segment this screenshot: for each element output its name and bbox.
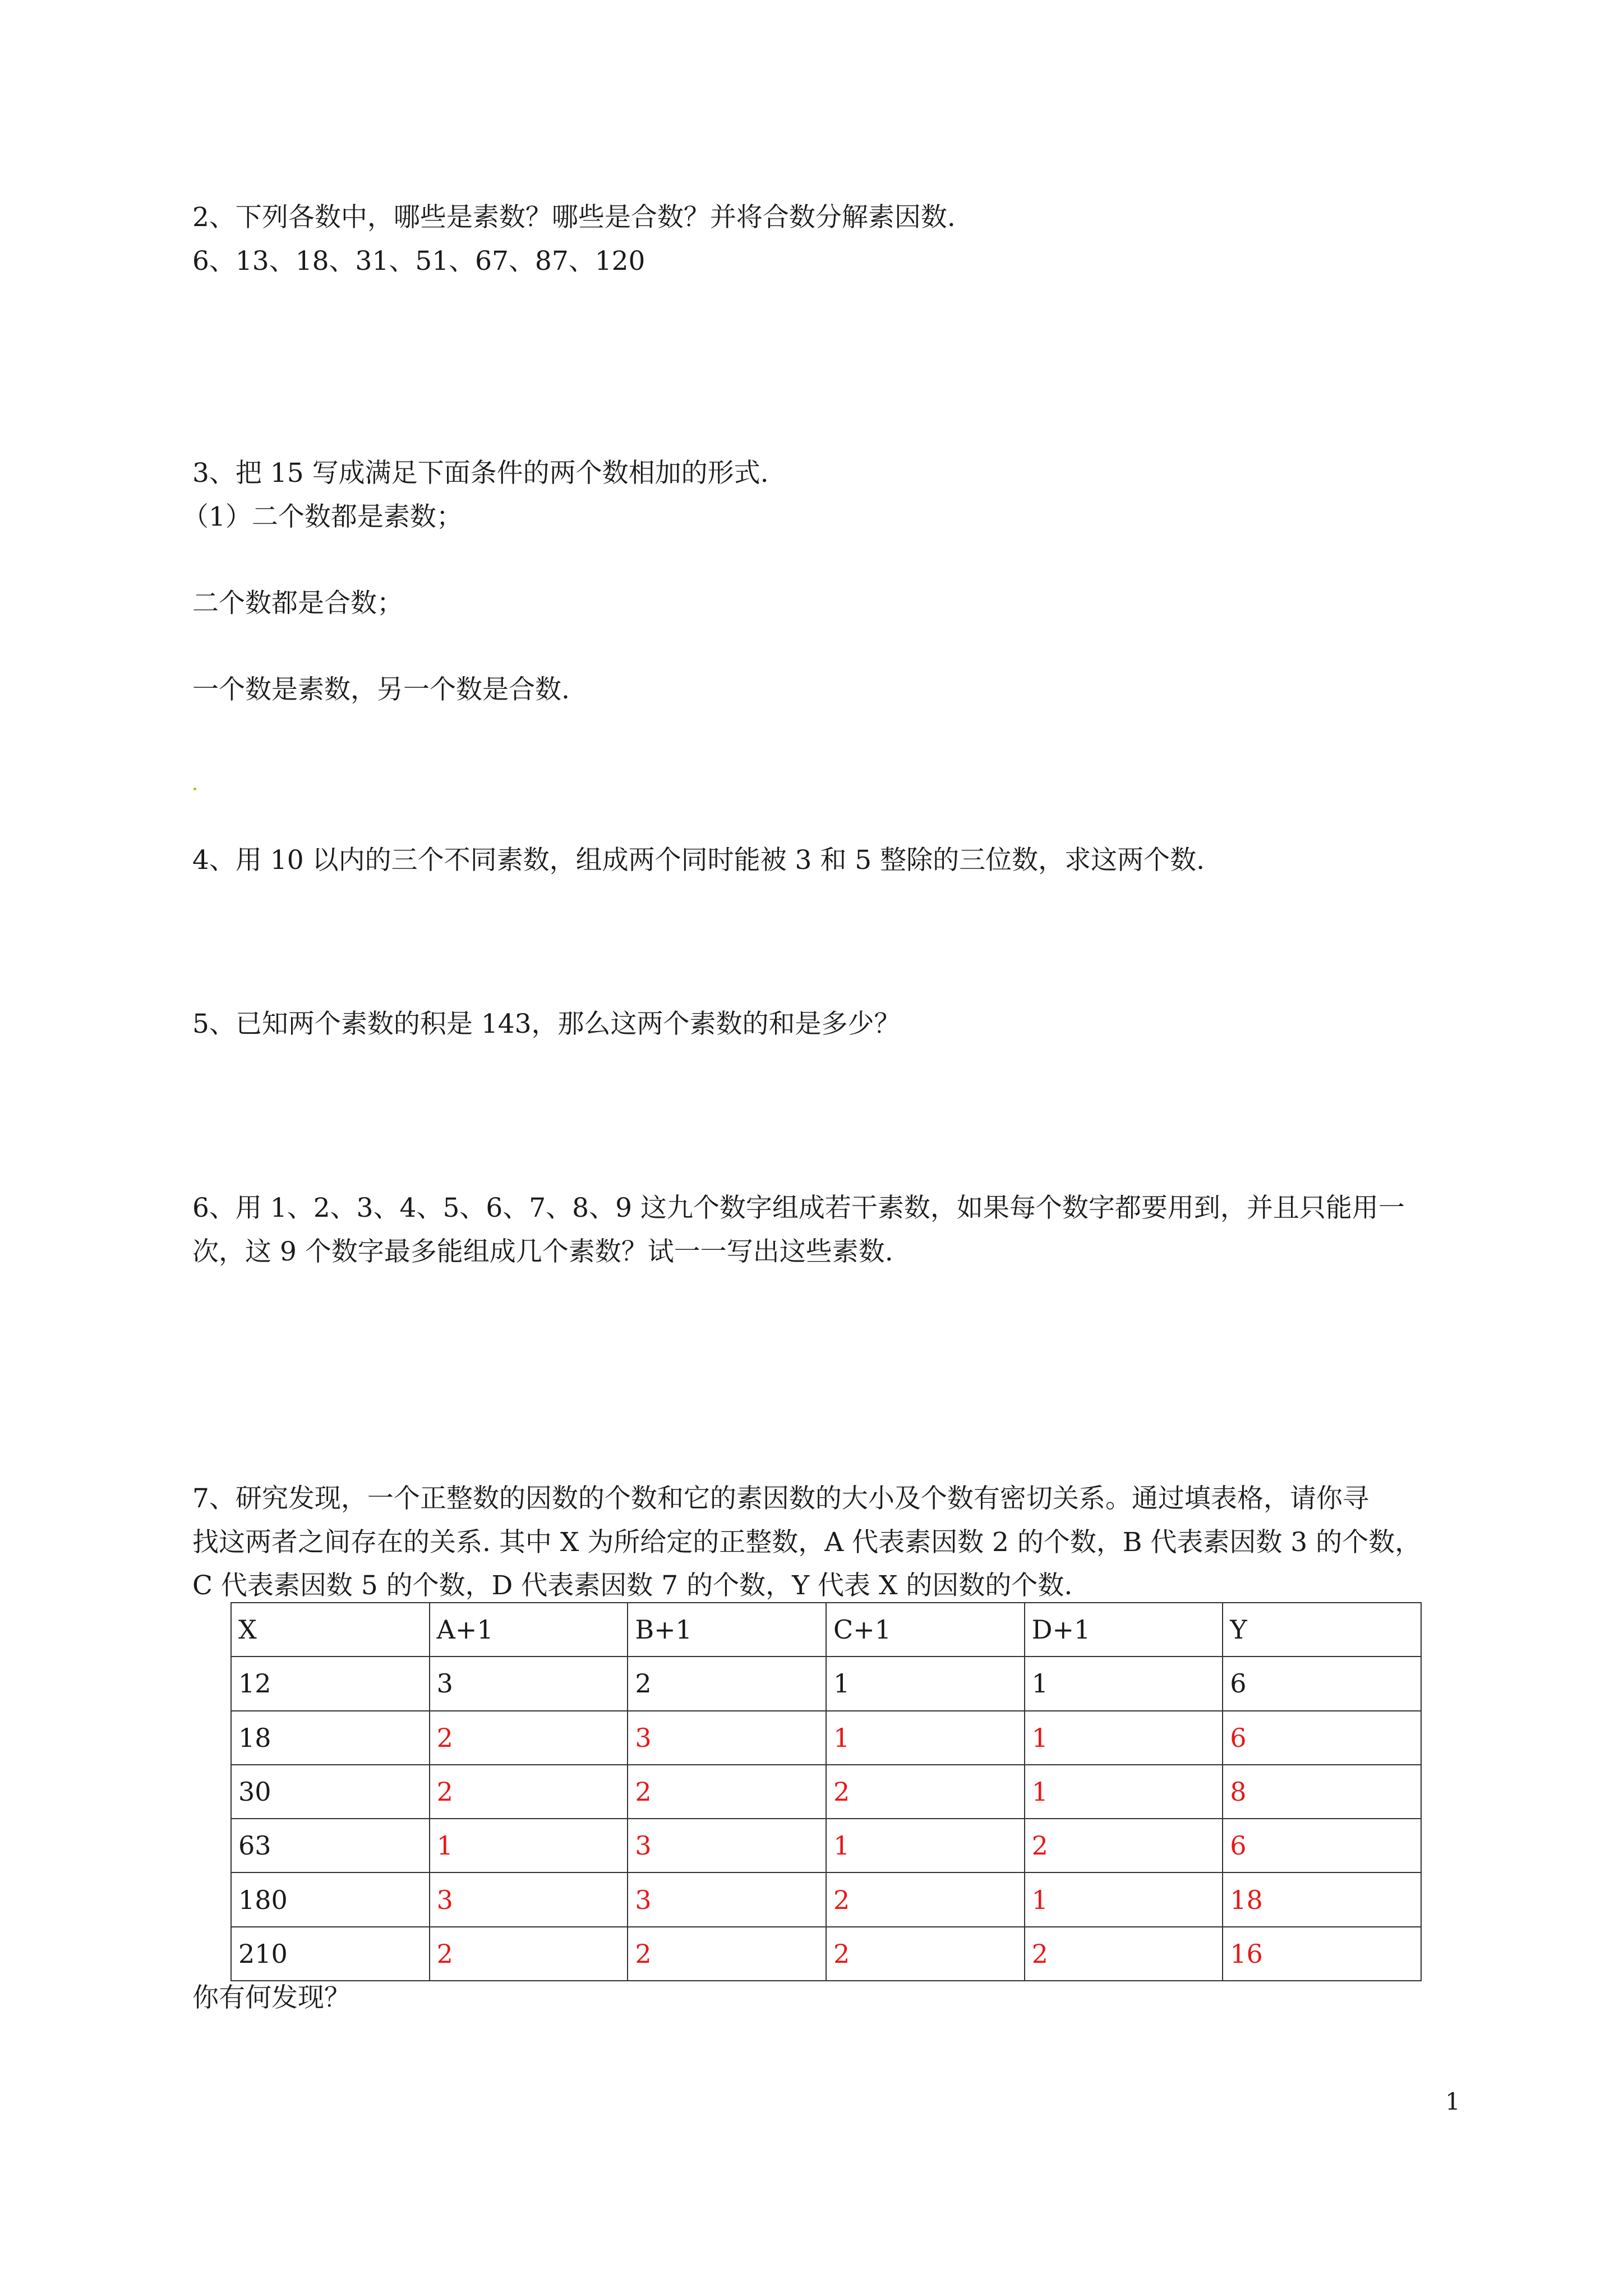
- answer-cell: 1: [826, 1711, 1025, 1765]
- table-cell-x: 30: [231, 1765, 430, 1819]
- table-cell-x: 63: [231, 1819, 430, 1872]
- page-number: 1: [1445, 2088, 1460, 2115]
- answer-cell: 1: [826, 1819, 1025, 1872]
- answer-cell: 2: [826, 1872, 1025, 1926]
- table-row: [231, 1872, 1421, 1926]
- answer-cell: 2: [430, 1711, 628, 1765]
- answer-cell: 3: [628, 1711, 826, 1765]
- answer-cell: 1: [1025, 1765, 1223, 1819]
- q6-line1: 6、用 1、2、3、4、5、6、7、8、9 这九个数字组成若干素数，如果每个数字都要用到，并且只能用一: [192, 1193, 1405, 1223]
- table-cell-x: 12: [231, 1657, 430, 1710]
- answer-cell: 2: [1025, 1819, 1223, 1872]
- q7-prompt: 你有何发现？: [192, 1982, 351, 2013]
- answer-cell: 3: [430, 1872, 628, 1926]
- q7-line3: C 代表素因数 5 的个数，D 代表素因数 7 的个数，Y 代表 X 的因数的个数.: [192, 1570, 1073, 1601]
- q6-line2: 次，这 9 个数字最多能组成几个素数？试一一写出这些素数.: [192, 1236, 893, 1267]
- answer-cell: 16: [1223, 1927, 1421, 1981]
- header-cell: B+1: [628, 1603, 826, 1657]
- table-cell-x: 180: [231, 1872, 430, 1926]
- table-cell: 1: [1025, 1657, 1223, 1710]
- q3-part2: 二个数都是合数；: [192, 588, 403, 619]
- q2-numbers: 6、13、18、31、51、67、87、120: [192, 246, 645, 277]
- header-cell: X: [231, 1603, 430, 1657]
- answer-cell: 6: [1223, 1819, 1421, 1872]
- table-row: [231, 1819, 1421, 1872]
- answer-cell: 6: [1223, 1711, 1421, 1765]
- header-cell: C+1: [826, 1603, 1025, 1657]
- table-cell-x: 210: [231, 1927, 430, 1981]
- header-cell: D+1: [1025, 1603, 1223, 1657]
- table-header-row: [231, 1603, 1421, 1657]
- answer-cell: 2: [430, 1765, 628, 1819]
- answer-cell: 8: [1223, 1765, 1421, 1819]
- header-cell: Y: [1223, 1603, 1421, 1657]
- table-row: [231, 1711, 1421, 1765]
- answer-cell: 2: [1025, 1927, 1223, 1981]
- table-row: [231, 1765, 1421, 1819]
- answer-cell: 3: [628, 1872, 826, 1926]
- answer-cell: 2: [826, 1765, 1025, 1819]
- table-cell: 3: [430, 1657, 628, 1710]
- answer-cell: 2: [430, 1927, 628, 1981]
- answer-cell: 2: [826, 1927, 1025, 1981]
- q3-text: 3、把 15 写成满足下面条件的两个数相加的形式.: [192, 458, 769, 489]
- answer-cell: 1: [430, 1819, 628, 1872]
- answer-cell: 1: [1025, 1711, 1223, 1765]
- answer-cell: 18: [1223, 1872, 1421, 1926]
- q7-line2: 找这两者之间存在的关系. 其中 X 为所给定的正整数，A 代表素因数 2 的个数，B 代表素因数 3 的个数，: [192, 1527, 1422, 1558]
- table-cell: 6: [1223, 1657, 1421, 1710]
- table-cell-x: 18: [231, 1711, 430, 1765]
- table-cell: 2: [628, 1657, 826, 1710]
- table-row: [231, 1927, 1421, 1981]
- answer-cell: 2: [628, 1765, 826, 1819]
- answer-cell: 1: [1025, 1872, 1223, 1926]
- stray-mark: [193, 788, 196, 790]
- table-cell: 1: [826, 1657, 1025, 1710]
- table-row: [231, 1657, 1421, 1710]
- q3-part3: 一个数是素数，另一个数是合数.: [192, 674, 570, 705]
- q7-line1: 7、研究发现，一个正整数的因数的个数和它的素因数的大小及个数有密切关系。通过填表格，请你寻: [192, 1483, 1369, 1514]
- factor-table: [230, 1602, 1422, 1981]
- header-cell: A+1: [430, 1603, 628, 1657]
- answer-cell: 2: [628, 1927, 826, 1981]
- answer-cell: 3: [628, 1819, 826, 1872]
- q5-text: 5、已知两个素数的积是 143，那么这两个素数的和是多少？: [192, 1009, 901, 1039]
- q3-part1: （1）二个数都是素数；: [182, 501, 463, 532]
- q2-text: 2、下列各数中，哪些是素数？哪些是合数？并将合数分解素因数.: [192, 202, 956, 233]
- q4-text: 4、用 10 以内的三个不同素数，组成两个同时能被 3 和 5 整除的三位数，求这两个数.: [192, 845, 1205, 876]
